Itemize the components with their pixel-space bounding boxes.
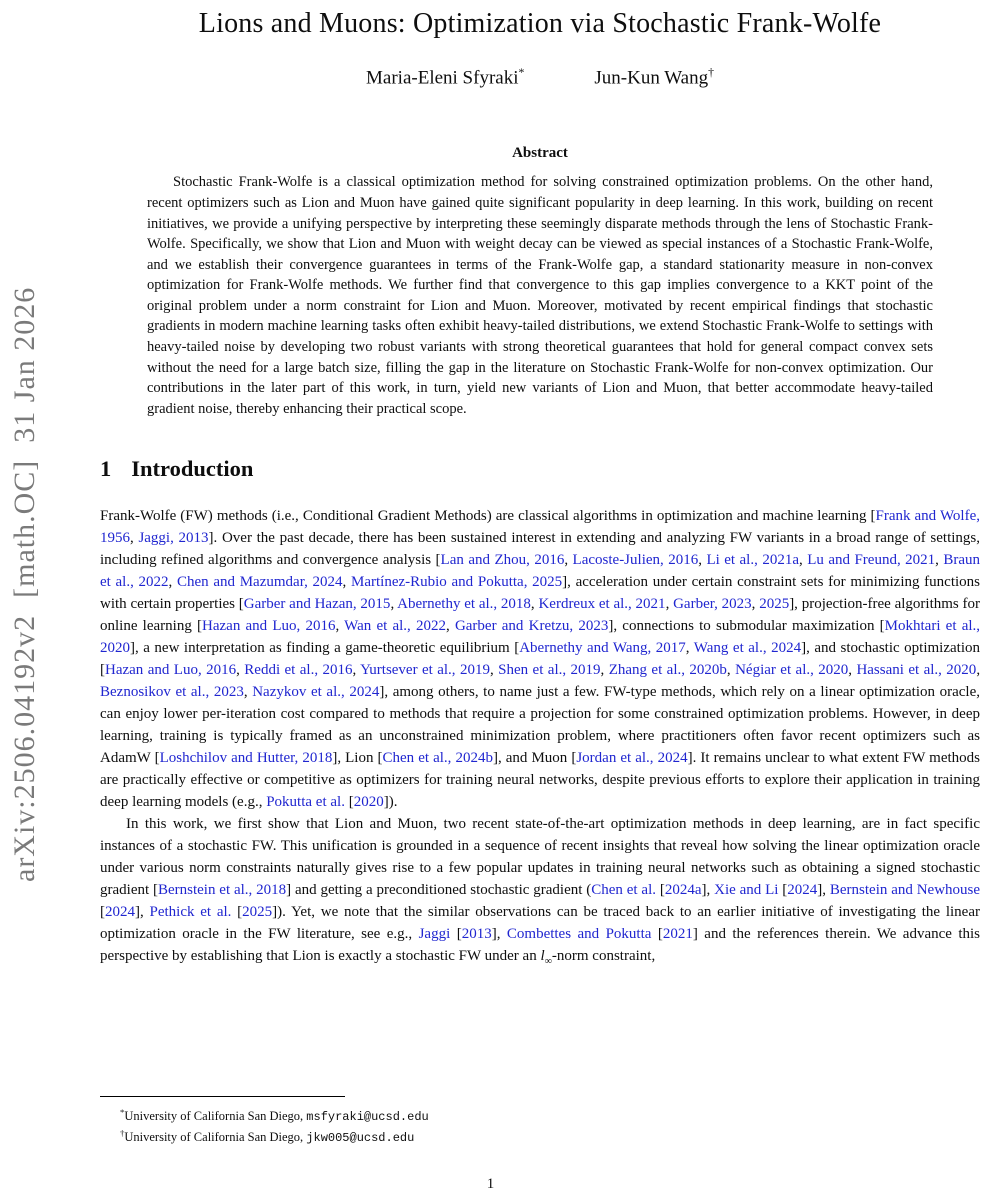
citation-link[interactable]: Garber and Hazan, 2015 [243,596,391,613]
footnote-2-mark: † [120,1128,125,1139]
footnote-2-email[interactable]: jkw005@ucsd.edu [306,1131,415,1146]
citation-link[interactable]: Lacoste-Julien, 2016 [572,552,699,569]
paragraph [100,505,980,813]
text-segment: , [243,684,253,701]
authors-row [100,66,980,89]
text-segment: , [698,552,707,569]
citation-link[interactable]: Garber and Kretzu, 2023 [454,618,609,635]
citation-link[interactable]: Combettes and Pokutta [506,926,652,943]
text-segment: ]. Over the past decade, there has been sustained interest in extending and analyzing FW variants in a broad range of settings, including refined algorithms and convergence analysis [ [100,530,980,569]
citation-link[interactable]: Bernstein and Newhouse [829,882,981,899]
footnote-1-email[interactable]: msfyraki@ucsd.edu [306,1110,429,1125]
citation-link[interactable]: Jordan et al., 2024 [576,750,688,767]
text-segment: , [600,662,609,679]
text-segment: , [685,640,694,657]
text-segment: Frank-Wolfe (FW) methods (i.e., Conditional Gradient Methods) are classical algorithms in optimization and machine learning [ [100,508,876,525]
paragraph [100,813,980,973]
citation-link[interactable]: Jaggi, 2013 [138,530,209,547]
citation-link[interactable]: Wang et al., 2024 [693,640,802,657]
arxiv-watermark: arXiv:2506.04192v2 [math.OC] 31 Jan 2026 [8,286,41,882]
abstract-heading: Abstract [512,145,568,162]
text-segment: , [848,662,857,679]
text-segment: -norm constraint, [551,948,656,965]
paper-title: Lions and Muons: Optimization via Stochastic Frank-Wolfe [198,8,882,39]
footnotes-block [100,1096,700,1146]
text-segment: ], and Muon [ [492,750,577,767]
abstract-section [147,145,933,419]
text-segment: ], a new interpretation as finding a game-theoretic equilibrium [ [130,640,520,657]
citation-link[interactable]: Chen et al. [591,882,656,899]
text-segment: , [726,662,736,679]
section-title: Introduction [131,456,254,482]
text-segment: ], and stochastic optimization [ [100,640,980,679]
author-1-mark: * [518,66,525,79]
text-segment: [ [344,794,354,811]
text-segment: [ [656,882,665,899]
citation-link[interactable]: 2025 [759,596,790,613]
text-segment: ]). [383,794,398,811]
abstract-text: Stochastic Frank-Wolfe is a classical optimization method for solving constrained optimization problems. On the other hand, recent optimizers such as Lion and Muon have gained quite significant popularity in deep learning. In this work, building on recent initiatives, we provide a unifying perspective by interpreting these seemingly disparate methods through the lens of Stochastic Frank-Wolfe. Specifically, we show that Lion and Muon with weight decay can be viewed as special instances of a Stochastic Frank-Wolfe, and we establish their convergence guarantees in terms of the Frank-Wolfe gap, a standard stationarity measure in non-convex optimization for Frank-Wolfe methods. We further find that convergence to this gap implies convergence to a KKT point of the original problem under a norm constraint for Lion and Muon. Moreover, motivated by recent empirical findings that stochastic gradients in modern machine learning tasks often exhibit heavy-tailed distributions, we extend Stochastic Frank-Wolfe to settings with heavy-tailed noise by developing two robust variants with strong theoretical guarantees that hold for general compact convex sets without the need for a large batch size, filling the gap in the literature on Stochastic Frank-Wolfe for non-convex optimization. Our contributions in the later part of this work, in turn, yield new variants of Lion and Muon, that better accommodate heavy-tailed gradient noise, thereby enhancing their practical scope. [147,174,933,417]
citation-link[interactable]: Zhang et al., 2020b [608,662,727,679]
text-segment: ], [701,882,715,899]
citation-link[interactable]: Kerdreux et al., 2021 [538,596,666,613]
text-segment: , [445,618,455,635]
citation-link[interactable]: 2021 [662,926,693,943]
citation-link[interactable]: Mokhtari et al., 2020 [100,618,981,657]
citation-link[interactable]: Martínez-Rubio and Pokutta, 2025 [351,574,563,591]
text-segment: , [751,596,760,613]
page-number: 1 [486,1176,495,1192]
citation-link[interactable]: Frank and Wolfe, 1956 [100,508,980,547]
citation-link[interactable]: Loshchilov and Hutter, 2018 [159,750,333,767]
citation-link[interactable]: Yurtsever et al., 2019 [360,662,490,679]
text-segment: , [130,530,139,547]
citation-link[interactable]: Garber, 2023 [673,596,752,613]
text-segment: ]. It remains unclear to what extent FW methods are practically effective or competitive as optimizers for training neural networks, despite previous efforts to explore their application in training deep learning models (e.g., [100,750,981,811]
text-segment: ], connections to submodular maximization [ [608,618,885,635]
text-segment: , [976,662,981,679]
text-segment: , [236,662,245,679]
citation-link[interactable]: Négiar et al., 2020 [735,662,849,679]
text-segment: , [564,552,573,569]
citation-link[interactable]: Wan et al., 2022 [344,618,446,635]
text-segment: , [342,574,351,591]
citation-link[interactable]: 2020 [353,794,384,811]
introduction-body [100,505,980,973]
text-segment: ], [491,926,507,943]
citation-link[interactable]: Xie and Li [714,882,779,899]
text-segment: [ [100,904,105,921]
section-heading-introduction [100,455,980,483]
footnote-1-text: University of California San Diego, [124,1109,307,1124]
citation-link[interactable]: Lu and Freund, 2021 [807,552,936,569]
text-segment: ], [135,904,150,921]
text-segment: , [352,662,361,679]
citation-link[interactable]: Pokutta et al. [266,794,345,811]
author-1-name: Maria-Eleni Sfyraki [366,67,519,89]
citation-link[interactable]: Bernstein et al., 2018 [157,882,287,899]
footnote-1-mark: * [120,1107,125,1117]
citation-link[interactable]: Chen and Mazumdar, 2024 [177,574,343,591]
citation-link[interactable]: Jaggi [418,926,451,943]
text-segment: ]). Yet, we note that the similar observations can be traced back to an earlier initiative of investigating the linear optimization oracle in the FW literature, see e.g., [100,904,980,943]
section-number: 1 [100,456,112,482]
author-1 [366,66,524,89]
text-segment: ], Lion [ [332,750,383,767]
text-segment: , [935,552,944,569]
author-2-mark: † [708,66,714,79]
text-segment: , [798,552,808,569]
text-segment: , [665,596,674,613]
citation-link[interactable]: Hazan and Luo, 2016 [202,618,336,635]
footnote-2-text: University of California San Diego, [124,1130,307,1145]
text-segment: ], among others, to name just a few. FW-type methods, which rely on a linear optimization oracle, can enjoy lower per-iteration cost compared to methods that require a projection for some constrained optimization problems. However, in deep learning, training is typically framed as an unconstrained minimization problem, where practitioners often favor recent optimizers such as AdamW [ [100,684,980,767]
citation-link[interactable]: Chen et al., 2024b [382,750,493,767]
text-segment: , [168,574,177,591]
citation-link[interactable]: 2024 [105,904,135,921]
citation-link[interactable]: Lan and Zhou, 2016 [440,552,565,569]
footnote-1 [100,1104,700,1125]
text-segment: ∞ [544,956,552,968]
text-segment: , [530,596,539,613]
citation-link[interactable]: Nazykov et al., 2024 [252,684,380,701]
text-segment: In this work, we first show that Lion and Muon, two recent state-of-the-art optimization methods in deep learning, are in fact specific instances of a stochastic FW. This unification is grounded in a sequence of recent insights that reveal how solving the linear optimization oracle under various norm constraints naturally gives rise to a few popular updates in training neural networks such as obtaining a signed stochastic gradient [ [100,816,980,899]
author-2-name: Jun-Kun Wang [594,67,709,89]
text-segment: ], acceleration under certain constraint sets for minimizing functions with certain properties [ [100,574,981,613]
citation-link[interactable]: Pethick et al. [149,904,232,921]
text-segment: , [335,618,345,635]
citation-link[interactable]: Abernethy and Wang, 2017 [519,640,686,657]
text-segment: ] and the references therein. We advance this perspective by establishing that Lion is exactly a stochastic FW under an [100,926,981,965]
citation-link[interactable]: Braun et al., 2022 [100,552,981,591]
text-segment: ], [817,882,830,899]
paper-content [100,0,980,973]
footnote-rule [100,1096,345,1097]
citation-link[interactable]: Beznosikov et al., 2023 [100,684,244,701]
text-segment: , [390,596,398,613]
text-segment: l [540,948,545,965]
text-segment: ] and getting a preconditioned stochastic gradient ( [286,882,592,899]
citation-link[interactable]: Shen et al., 2019 [498,662,601,679]
citation-link[interactable]: 2024 [787,882,818,899]
text-segment: [ [778,882,788,899]
text-segment: , [489,662,499,679]
citation-link[interactable]: 2025 [242,904,273,921]
text-segment: [ [450,926,462,943]
author-2 [594,66,714,89]
text-segment: ], projection-free algorithms for online learning [ [100,596,981,635]
citation-link[interactable]: Abernethy et al., 2018 [397,596,531,613]
citation-link[interactable]: Hassani et al., 2020 [856,662,977,679]
text-segment: [ [231,904,243,921]
citation-link[interactable]: 2024a [664,882,702,899]
citation-link[interactable]: Li et al., 2021a [706,552,799,569]
citation-link[interactable]: Reddi et al., 2016 [244,662,353,679]
citation-link[interactable]: Hazan and Luo, 2016 [105,662,237,679]
footnote-2 [100,1125,700,1146]
citation-link[interactable]: 2013 [461,926,492,943]
text-segment: [ [651,926,663,943]
